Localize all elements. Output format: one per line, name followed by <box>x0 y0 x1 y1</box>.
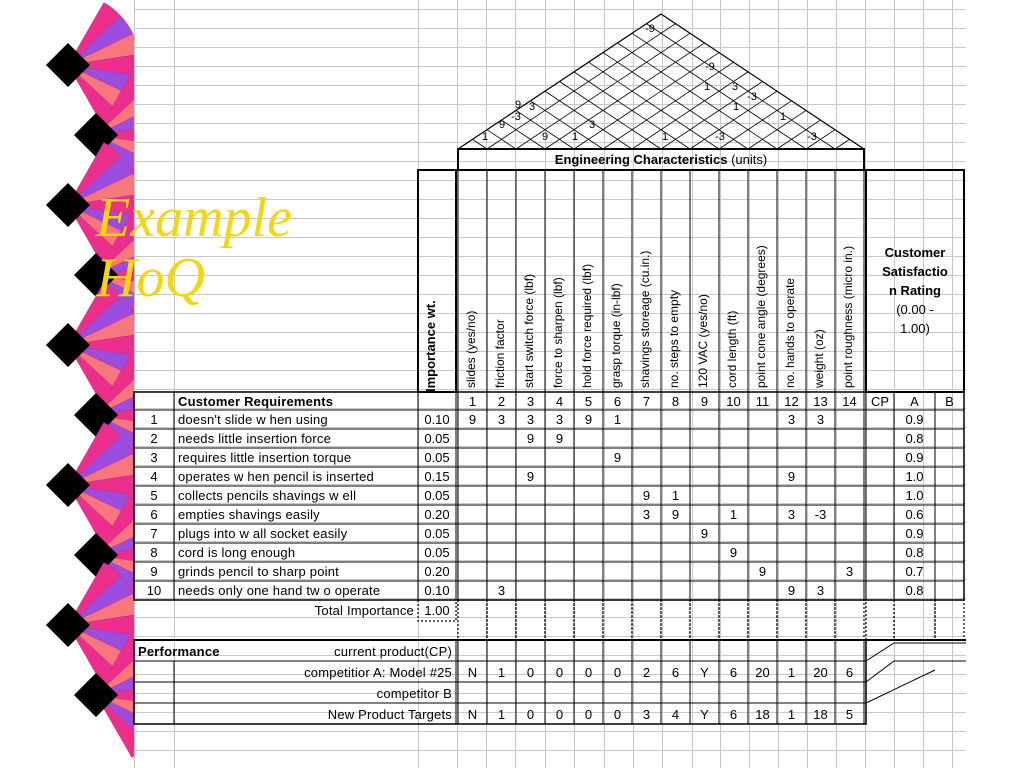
relationship-value: -3 <box>814 507 827 522</box>
characteristic-number: 14 <box>842 394 857 409</box>
a-rating: 0.9 <box>905 412 924 427</box>
target-value: 0 <box>555 707 564 722</box>
relationship-value: 9 <box>671 507 680 522</box>
relationship-value: 3 <box>497 583 506 598</box>
target-value: Y <box>700 707 709 722</box>
target-value: 6 <box>729 707 738 722</box>
relationship-value: 9 <box>787 583 796 598</box>
roof-correlation-value: 3 <box>731 81 739 93</box>
cp-header: CP <box>870 394 890 409</box>
roof-correlation-value: -3 <box>807 131 817 143</box>
requirement-text: plugs into w all socket easily <box>178 526 348 541</box>
competitor-a-value: 0 <box>584 665 593 680</box>
importance-weight-header: Importance wt. <box>423 300 438 392</box>
cust-sat-line1: Customer <box>884 245 946 260</box>
roof-correlation-value: 3 <box>528 101 536 113</box>
competitor-a-value: 1 <box>497 665 506 680</box>
characteristic-number: 8 <box>671 394 680 409</box>
target-value: 18 <box>813 707 828 722</box>
title-line-1: Example <box>96 187 292 249</box>
relationship-value: 3 <box>816 412 825 427</box>
target-value: 1 <box>497 707 506 722</box>
roof-correlation-value: 1 <box>481 131 489 143</box>
relationship-value: 9 <box>613 450 622 465</box>
cust-sat-line2: Satisfactio <box>882 264 948 279</box>
relationship-value: 9 <box>468 412 477 427</box>
importance-weight: 0.05 <box>424 431 450 446</box>
target-value: 1 <box>787 707 796 722</box>
roof-correlation-value: 9 <box>498 119 506 131</box>
characteristic-label: cord length (ft) <box>725 310 739 388</box>
requirement-text: needs only one hand tw o operate <box>178 583 381 598</box>
customer-satisfaction-header <box>868 243 962 338</box>
characteristic-label: start switch force (lbf) <box>522 273 536 388</box>
relationship-value: 3 <box>787 507 796 522</box>
target-value: 5 <box>845 707 854 722</box>
b-header: B <box>945 394 954 409</box>
importance-weight: 0.10 <box>424 412 450 427</box>
requirement-number: 6 <box>150 507 158 522</box>
performance-title: Performance <box>138 644 220 659</box>
importance-weight: 0.05 <box>424 450 450 465</box>
characteristic-number: 9 <box>700 394 709 409</box>
importance-weight: 0.05 <box>424 488 450 503</box>
target-value: N <box>467 707 478 722</box>
relationship-value: 9 <box>526 469 535 484</box>
characteristic-label: weight (oz) <box>812 329 826 388</box>
characteristic-label: 120 VAC (yes/no) <box>696 294 710 388</box>
characteristic-number: 12 <box>784 394 799 409</box>
a-rating: 0.9 <box>905 450 924 465</box>
importance-weight: 0.20 <box>424 564 450 579</box>
competitor-a-value: Y <box>700 665 709 680</box>
roof-correlation-value: -3 <box>747 91 757 103</box>
characteristic-label: no. steps to empty <box>667 289 681 388</box>
roof-correlation-value: 1 <box>703 81 711 93</box>
target-value: 0 <box>613 707 622 722</box>
roof-correlation-value: -3 <box>715 131 725 143</box>
requirement-number: 9 <box>150 564 158 579</box>
competitor-a-value: 20 <box>813 665 828 680</box>
relationship-value: 9 <box>526 431 535 446</box>
engineering-characteristics-header <box>458 150 864 169</box>
characteristic-label: point roughness (micro in.) <box>841 245 855 388</box>
requirement-text: requires little insertion torque <box>178 450 352 465</box>
requirement-number: 10 <box>146 583 162 598</box>
characteristic-number: 7 <box>642 394 651 409</box>
requirement-number: 4 <box>150 469 158 484</box>
roof-correlation-value: 1 <box>571 131 579 143</box>
relationship-value: 3 <box>787 412 796 427</box>
competitor-a-value: 0 <box>613 665 622 680</box>
importance-weight: 0.10 <box>424 583 450 598</box>
a-rating: 0.8 <box>905 431 924 446</box>
requirement-text: collects pencils shavings w ell <box>178 488 357 503</box>
characteristic-number: 13 <box>813 394 828 409</box>
relationship-value: 9 <box>584 412 593 427</box>
engineering-characteristics-label: Engineering Characteristics <box>554 152 728 167</box>
a-rating: 0.6 <box>905 507 924 522</box>
characteristic-number: 5 <box>584 394 593 409</box>
relationship-value: 9 <box>555 431 564 446</box>
characteristic-label: force to sharpen (lbf) <box>551 277 565 388</box>
relationship-value: 3 <box>555 412 564 427</box>
relationship-value: 1 <box>613 412 622 427</box>
requirement-text: doesn't slide w hen using <box>178 412 328 427</box>
requirement-number: 3 <box>150 450 158 465</box>
roof-correlation-value: 1 <box>661 131 669 143</box>
requirement-number: 5 <box>150 488 158 503</box>
characteristic-number: 1 <box>468 394 477 409</box>
requirement-number: 2 <box>150 431 158 446</box>
relationship-value: 3 <box>642 507 651 522</box>
cust-sat-line5: 1.00) <box>900 321 930 336</box>
relationship-value: 1 <box>729 507 738 522</box>
competitor-a-value: 0 <box>526 665 535 680</box>
relationship-value: 3 <box>526 412 535 427</box>
roof-correlation-value: 1 <box>779 111 787 123</box>
total-importance-label: Total Importance <box>314 603 414 618</box>
a-header: A <box>910 394 919 409</box>
targets-label: New Product Targets <box>327 707 452 722</box>
requirement-text: grinds pencil to sharp point <box>178 564 339 579</box>
importance-weight: 0.15 <box>424 469 450 484</box>
characteristic-label: grasp torque (in-lbf) <box>609 283 623 388</box>
characteristic-label: no. hands to operate <box>783 277 797 388</box>
roof-correlation-value: 1 <box>732 101 740 113</box>
a-rating: 1.0 <box>905 488 924 503</box>
customer-requirements-header: Customer Requirements <box>178 394 334 409</box>
a-rating: 0.7 <box>905 564 924 579</box>
a-rating: 1.0 <box>905 469 924 484</box>
roof-correlation-value: -9 <box>645 23 655 35</box>
competitor-a-value: 6 <box>845 665 854 680</box>
roof-correlation-value: -9 <box>705 61 715 73</box>
requirement-text: needs little insertion force <box>178 431 332 446</box>
target-value: 0 <box>584 707 593 722</box>
characteristic-number: 2 <box>497 394 506 409</box>
characteristic-number: 4 <box>555 394 564 409</box>
total-importance-value: 1.00 <box>424 603 450 618</box>
relationship-value: 9 <box>758 564 767 579</box>
roof-correlation-value: -3 <box>511 111 521 123</box>
relationship-value: 3 <box>497 412 506 427</box>
relationship-value: 9 <box>700 526 709 541</box>
characteristic-label: hold force required (lbf) <box>580 263 594 388</box>
competitor-a-value: 1 <box>787 665 796 680</box>
relationship-value: 1 <box>671 488 680 503</box>
characteristic-number: 10 <box>726 394 741 409</box>
requirement-number: 1 <box>150 412 158 427</box>
roof-correlation-value: 9 <box>514 99 522 111</box>
roof-correlation-value: 9 <box>541 131 549 143</box>
relationship-value: 9 <box>787 469 796 484</box>
a-rating: 0.8 <box>905 545 924 560</box>
competitor-a-label: competitior A: Model #25 <box>304 665 452 680</box>
relationship-value: 9 <box>729 545 738 560</box>
a-rating: 0.8 <box>905 583 924 598</box>
competitor-a-value: 6 <box>671 665 680 680</box>
characteristic-label: friction factor <box>493 319 507 388</box>
requirement-text: empties shavings easily <box>178 507 320 522</box>
competitor-a-value: 2 <box>642 665 651 680</box>
units-label: (units) <box>731 152 768 167</box>
importance-weight: 0.05 <box>424 545 450 560</box>
relationship-value: 3 <box>816 583 825 598</box>
characteristic-label: shavings storeage (cu.in.) <box>638 250 652 388</box>
requirement-number: 7 <box>150 526 158 541</box>
competitor-a-value: 20 <box>755 665 770 680</box>
competitor-a-value: 6 <box>729 665 738 680</box>
characteristic-number: 6 <box>613 394 622 409</box>
requirement-text: operates w hen pencil is inserted <box>178 469 374 484</box>
roof-correlation-value: 3 <box>588 119 596 131</box>
correlation-roof <box>458 14 864 149</box>
relationship-value: 9 <box>642 488 651 503</box>
competitor-a-value: N <box>467 665 478 680</box>
characteristic-label: point cone angle (degrees) <box>754 245 768 388</box>
importance-weight: 0.05 <box>424 526 450 541</box>
cust-sat-line4: (0.00 - <box>896 302 934 317</box>
current-product-label: current product(CP) <box>334 644 452 659</box>
characteristic-number: 3 <box>526 394 535 409</box>
target-value: 0 <box>526 707 535 722</box>
slide-title <box>96 188 292 308</box>
relationship-value: 3 <box>845 564 854 579</box>
target-value: 4 <box>671 707 680 722</box>
target-value: 18 <box>755 707 770 722</box>
characteristic-number: 11 <box>755 394 770 409</box>
a-rating: 0.9 <box>905 526 924 541</box>
importance-weight: 0.20 <box>424 507 450 522</box>
title-line-2: HoQ <box>96 247 205 309</box>
target-value: 3 <box>642 707 651 722</box>
requirement-number: 8 <box>150 545 158 560</box>
cust-sat-line3: n Rating <box>889 283 941 298</box>
requirement-text: cord is long enough <box>178 545 296 560</box>
competitor-a-value: 0 <box>555 665 564 680</box>
characteristic-label: slides (yes/no) <box>464 310 478 388</box>
competitor-b-label: competitor B <box>376 686 452 701</box>
